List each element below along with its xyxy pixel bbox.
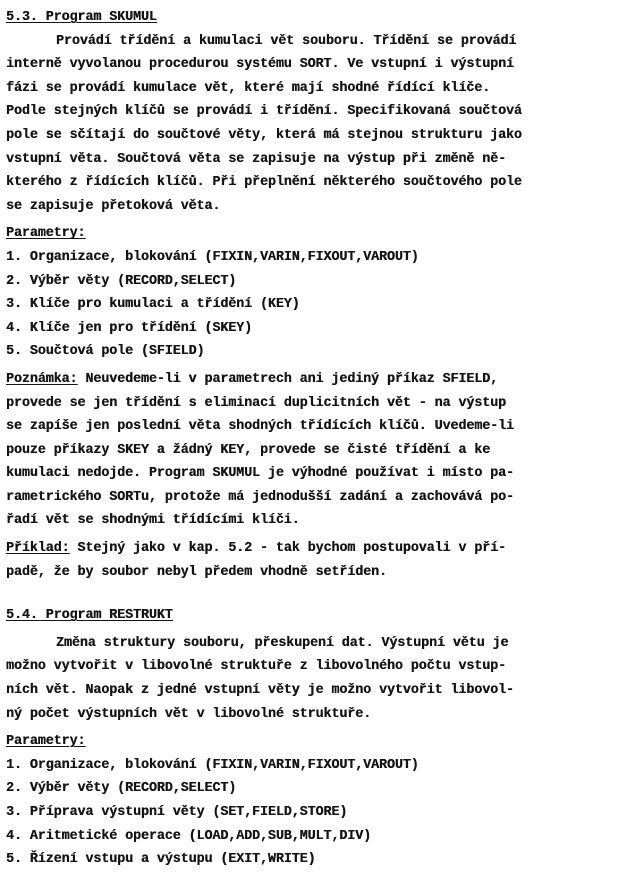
text-line: rametrického SORTu, protože má jednodušší zadání a zachovává po- — [6, 489, 514, 505]
text-line: možno vytvořit v libovolné struktuře z libovolného počtu vstup- — [6, 659, 506, 675]
text-line: ních vět. Naopak z jedné vstupní věty je možno vytvořit libovol- — [6, 683, 514, 699]
section-heading-skumul: 5.3. Program SKUMUL — [6, 10, 157, 25]
parameter-item: 5. Řízení vstupu a výstupu (EXIT,WRITE) — [6, 852, 316, 868]
text-line: interně vyvolanou procedurou systému SORT. Ve vstupní i výstupní — [6, 57, 514, 73]
text-line: kumulaci nedojde. Program SKUMUL je výhodné používat i místo pa- — [6, 466, 514, 482]
section-heading-restrukt: 5.4. Program RESTRUKT — [6, 608, 173, 624]
text-line: se zapíše jen poslední věta shodných třídících klíčů. Uvedeme-li — [6, 419, 514, 435]
parameter-item: 3. Klíče pro kumulaci a třídění (KEY) — [6, 297, 300, 313]
example-label: Příklad: — [6, 541, 70, 557]
parameters-label: Parametry: — [6, 734, 86, 750]
note-block — [6, 368, 633, 533]
parameter-item: 2. Výběr věty (RECORD,SELECT) — [6, 781, 237, 797]
skumul-description — [6, 30, 633, 219]
text-line: Podle stejných klíčů se provádí i třídění. Specifikovaná součtová — [6, 104, 522, 120]
example-block — [6, 537, 633, 584]
text-line: řadí vět se shodnými třídícími klíči. — [6, 513, 300, 529]
text-line: provede se jen třídění s eliminací duplicitních vět - na výstup — [6, 395, 506, 411]
restrukt-parameter-list — [6, 754, 633, 872]
text-line: Stejný jako v kap. 5.2 - tak bychom postupovali v pří- — [69, 541, 506, 557]
text-line: kterého z řídících klíčů. Při přeplnění některého součtového pole — [6, 175, 522, 191]
parameter-item: 4. Klíče jen pro třídění (SKEY) — [6, 320, 253, 336]
text-line: padě, že by soubor nebyl předem vhodně setříden. — [6, 564, 387, 580]
parameter-item: 2. Výběr věty (RECORD,SELECT) — [6, 273, 237, 289]
text-line: Provádí třídění a kumulaci vět souboru. Třídění se provádí — [56, 33, 517, 49]
parameter-item: 4. Aritmetické operace (LOAD,ADD,SUB,MULT,DIV) — [6, 828, 372, 844]
parameter-item: 3. Příprava výstupní věty (SET,FIELD,STORE) — [6, 805, 348, 820]
skumul-parameter-list — [6, 246, 633, 364]
parameters-label: Parametry: — [6, 226, 86, 242]
parameter-item: 5. Součtová pole (SFIELD) — [6, 344, 205, 360]
note-label: Poznámka: — [6, 371, 78, 387]
text-line: pouze příkazy SKEY a žádný KEY, provede se čisté třídění a ke — [6, 442, 491, 458]
parameter-item: 1. Organizace, blokování (FIXIN,VARIN,FIXOUT,VAROUT) — [6, 249, 419, 265]
text-line: Změna struktury souboru, přeskupení dat. Výstupní větu je — [56, 635, 509, 651]
parameter-item: 1. Organizace, blokování (FIXIN,VARIN,FIXOUT,VAROUT) — [6, 757, 419, 773]
text-line: Neuvedeme-li v parametrech ani jediný příkaz SFIELD, — [77, 371, 499, 387]
restrukt-description — [6, 632, 633, 726]
text-line: se zapisuje přetoková věta. — [6, 198, 221, 214]
text-line: ný počet výstupních vět v libovolné struktuře. — [6, 706, 372, 722]
text-line: vstupní věta. Součtová věta se zapisuje na výstup při změně ně- — [6, 151, 506, 167]
text-line: fázi se provádí kumulace vět, které mají shodné řídící klíče. — [6, 80, 491, 96]
text-line: pole se sčítají do součtové věty, která má stejnou strukturu jako — [6, 127, 522, 143]
